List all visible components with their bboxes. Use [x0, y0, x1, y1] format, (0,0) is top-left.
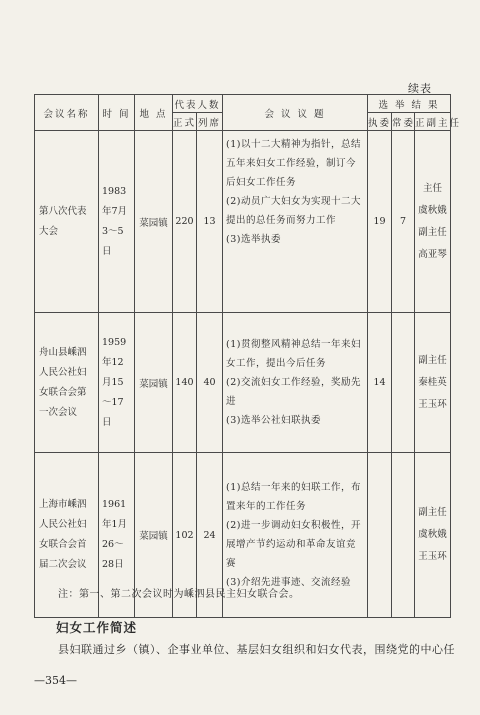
time-cell: 1959年12月15～17日: [99, 313, 135, 453]
place-cell: 菜园镇: [135, 453, 173, 618]
time-cell: 1961年1月26～28日: [99, 453, 135, 618]
body-paragraph: 县妇联通过乡（镇）、企事业单位、基层妇女组织和妇女代表，围绕党的中心任: [58, 643, 455, 656]
observer-count-cell: 24: [197, 453, 223, 618]
formal-count-cell: 102: [173, 453, 197, 618]
standing-count-cell: [392, 313, 415, 453]
chair-line: 副主任: [418, 354, 447, 366]
page-number: —354—: [34, 674, 77, 687]
topics-cell: (1)总结一年来的妇联工作，布置来年的工作任务 (2)进一步调动妇女积极性，开展增产节约运动和革命友谊竞赛 (3)介绍先进事迹、交流经验: [223, 453, 368, 618]
table-row: [35, 313, 451, 453]
header-row: [35, 95, 451, 113]
executive-count-cell: 19: [368, 131, 392, 313]
chair-line: 副主任: [418, 507, 447, 518]
col-delegates: 代表人数: [173, 95, 223, 113]
chairs-cell: [415, 131, 451, 313]
chair-line: 秦桂英: [418, 376, 447, 388]
col-chair: 正副主任: [415, 113, 451, 131]
observer-count-cell: 13: [197, 131, 223, 313]
col-executive: 执委: [368, 113, 392, 131]
topics-cell: (1)以十二大精神为指针，总结五年来妇女工作经验，制订今后妇女工作任务 (2)动员广大妇女为实现十二大提出的总任务而努力工作 (3)选举执委: [223, 131, 368, 313]
women-congress-table: [34, 94, 462, 618]
continued-label: 续表: [408, 82, 432, 95]
col-observer: 列席: [197, 113, 223, 131]
chair-line: 高亚琴: [418, 248, 447, 260]
chair-line: 虞秋娥: [418, 204, 447, 216]
formal-count-cell: 220: [173, 131, 197, 313]
place-cell: 菜园镇: [135, 131, 173, 313]
standing-count-cell: 7: [392, 131, 415, 313]
chairs-cell: [415, 453, 451, 618]
table-footnote: 注：第一、第二次会议时为嵊泗县民主妇女联合会。: [58, 589, 300, 600]
col-formal: 正式: [173, 113, 197, 131]
chairs-cell: [415, 313, 451, 453]
meeting-name-cell: 舟山县嵊泗人民公社妇女联合会第一次会议: [35, 313, 99, 453]
topics-cell: (1)贯彻整风精神总结一年来妇女工作，提出今后任务 (2)交流妇女工作经验，奖励先进 (3)选举公社妇联执委: [223, 313, 368, 453]
chair-line: 虞秋娥: [418, 529, 447, 540]
col-meeting-name: 会议名称: [35, 95, 99, 131]
col-election: 选 举 结 果: [368, 95, 451, 113]
meeting-name-cell: 上海市嵊泗人民公社妇女联合会首届二次会议: [35, 453, 99, 618]
table-row: [35, 131, 451, 313]
time-cell: 1983年7月3～5日: [99, 131, 135, 313]
section-heading: 妇女工作简述: [56, 620, 138, 635]
meeting-name-cell: 第八次代表大会: [35, 131, 99, 313]
observer-count-cell: 40: [197, 313, 223, 453]
executive-count-cell: 14: [368, 313, 392, 453]
chair-line: 主任: [423, 182, 443, 194]
formal-count-cell: 140: [173, 313, 197, 453]
col-place: 地 点: [135, 95, 173, 131]
col-time: 时 间: [99, 95, 135, 131]
col-topics: 会 议 议 题: [223, 95, 368, 131]
place-cell: 菜园镇: [135, 313, 173, 453]
col-standing: 常委: [392, 113, 415, 131]
chair-line: 王玉环: [418, 551, 447, 562]
chair-line: 副主任: [418, 226, 447, 238]
executive-count-cell: [368, 453, 392, 618]
chair-line: 王玉环: [418, 398, 447, 410]
standing-count-cell: [392, 453, 415, 618]
